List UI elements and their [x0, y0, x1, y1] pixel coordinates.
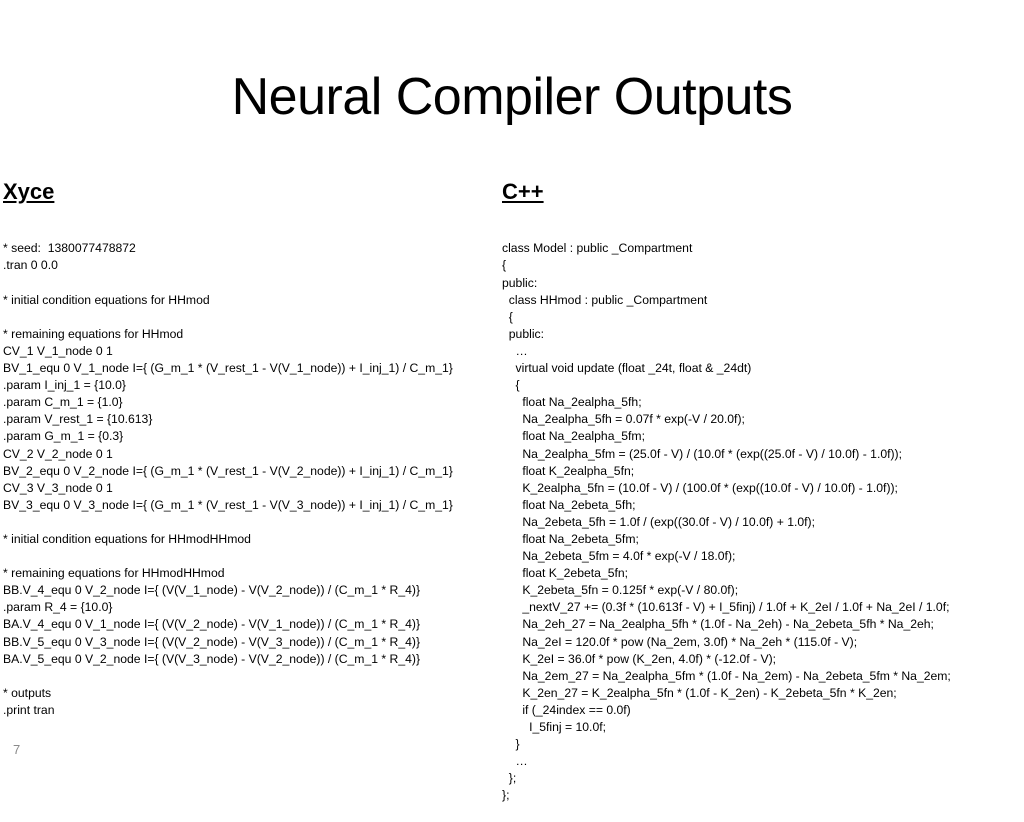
xyce-code-line: .param C_m_1 = {1.0} — [3, 395, 123, 410]
xyce-code-line: BA.V_4_equ 0 V_1_node I={ (V(V_2_node) - V(V_1_node)) / (C_m_1 * R_4)} — [3, 617, 421, 632]
xyce-code-line: .print tran — [3, 702, 55, 717]
xyce-code-line: CV_1 V_1_node 0 1 — [3, 343, 113, 358]
xyce-code-line: BV_1_equ 0 V_1_node I={ (G_m_1 * (V_rest_1 - V(V_1_node)) + I_inj_1) / C_m_1} — [3, 361, 453, 376]
xyce-heading: Xyce — [3, 179, 55, 205]
slide-title: Neural Compiler Outputs — [231, 68, 793, 126]
xyce-code-line: CV_2 V_2_node 0 1 — [3, 446, 113, 461]
cpp-column — [502, 144, 1017, 822]
slide-number: 7 — [13, 742, 21, 757]
cpp-heading: C++ — [502, 179, 544, 205]
xyce-code-line: * initial condition equations for HHmodHHmod — [3, 531, 251, 546]
cpp-code-line: … — [502, 343, 528, 358]
xyce-code-line: * seed: 1380077478872 — [3, 241, 136, 256]
cpp-code-line: float Na_2ealpha_5fm; — [502, 429, 645, 444]
xyce-column — [3, 144, 498, 736]
cpp-code-line: float Na_2ebeta_5fh; — [502, 497, 636, 512]
cpp-code-line: I_5finj = 10.0f; — [502, 720, 606, 734]
cpp-code-line: float Na_2ealpha_5fh; — [502, 395, 642, 410]
xyce-code-line: BB.V_4_equ 0 V_2_node I={ (V(V_1_node) - V(V_2_node)) / (C_m_1 * R_4)} — [3, 583, 421, 598]
cpp-code-line: K_2ebeta_5fn = 0.125f * exp(-V / 80.0f); — [502, 583, 739, 598]
cpp-code-line: if (_24index == 0.0f) — [502, 702, 631, 717]
xyce-code-line: CV_3 V_3_node 0 1 — [3, 480, 113, 495]
cpp-code-line: _nextV_27 += (0.3f * (10.613f - V) + I_5finj) / 1.0f + K_2eI / 1.0f + Na_2eI / 1.0f; — [502, 600, 950, 615]
cpp-code-line: Na_2eI = 120.0f * pow (Na_2em, 3.0f) * Na_2eh * (115.0f - V); — [502, 634, 858, 649]
cpp-code-line: Na_2em_27 = Na_2ealpha_5fm * (1.0f - Na_2em) - Na_2ebeta_5fm * Na_2em; — [502, 668, 951, 683]
cpp-code-line: class Model : public _Compartment — [502, 241, 693, 256]
cpp-code-line: Na_2ebeta_5fm = 4.0f * exp(-V / 18.0f); — [502, 549, 736, 564]
cpp-code-line: … — [502, 754, 528, 769]
cpp-code-line: { — [502, 378, 520, 393]
cpp-code-line: public: — [502, 275, 538, 290]
xyce-code-line — [3, 309, 498, 326]
xyce-code-line — [3, 514, 498, 531]
xyce-code-line: BV_2_equ 0 V_2_node I={ (G_m_1 * (V_rest_1 - V(V_2_node)) + I_inj_1) / C_m_1} — [3, 463, 453, 478]
cpp-code-line: float Na_2ebeta_5fm; — [502, 531, 639, 546]
xyce-code-line: BV_3_equ 0 V_3_node I={ (G_m_1 * (V_rest_1 - V(V_3_node)) + I_inj_1) / C_m_1} — [3, 497, 453, 512]
cpp-code-line: }; — [502, 771, 517, 786]
xyce-code-line: .param G_m_1 = {0.3} — [3, 429, 124, 444]
cpp-code-line: Na_2ealpha_5fh = 0.07f * exp(-V / 20.0f); — [502, 412, 745, 427]
cpp-code-line: Na_2ebeta_5fh = 1.0f / (exp((30.0f - V) / 10.0f) + 1.0f); — [502, 514, 815, 529]
cpp-code-line: K_2eI = 36.0f * pow (K_2en, 4.0f) * (-12.0f - V); — [502, 651, 777, 666]
cpp-code-line: float K_2ebeta_5fn; — [502, 566, 629, 581]
xyce-code-block — [3, 240, 498, 719]
xyce-code-line: * remaining equations for HHmodHHmod — [3, 566, 225, 581]
cpp-code-line: { — [502, 309, 513, 324]
xyce-code-line — [3, 668, 498, 685]
xyce-code-line — [3, 275, 498, 292]
cpp-code-line: K_2en_27 = K_2ealpha_5fn * (1.0f - K_2en) - K_2ebeta_5fn * K_2en; — [502, 685, 897, 700]
cpp-code-line: virtual void update (float _24t, float & _24dt) — [502, 361, 752, 376]
cpp-code-line: K_2ealpha_5fn = (10.0f - V) / (100.0f * (exp((10.0f - V) / 10.0f) - 1.0f)); — [502, 480, 898, 495]
cpp-code-line: class HHmod : public _Compartment — [502, 292, 708, 307]
cpp-code-line: Na_2eh_27 = Na_2ealpha_5fh * (1.0f - Na_2eh) - Na_2ebeta_5fh * Na_2eh; — [502, 617, 934, 632]
cpp-code-line: public: — [502, 326, 545, 341]
xyce-code-line: * initial condition equations for HHmod — [3, 292, 210, 307]
xyce-code-line — [3, 548, 498, 565]
xyce-code-line: .param I_inj_1 = {10.0} — [3, 378, 126, 393]
cpp-code-line: Na_2ealpha_5fm = (25.0f - V) / (10.0f * (exp((25.0f - V) / 10.0f) - 1.0f)); — [502, 446, 902, 461]
cpp-code-line: }; — [502, 788, 510, 803]
cpp-code-line: { — [502, 258, 507, 273]
xyce-code-line: * remaining equations for HHmod — [3, 326, 184, 341]
xyce-code-line: BA.V_5_equ 0 V_2_node I={ (V(V_3_node) - V(V_2_node)) / (C_m_1 * R_4)} — [3, 651, 421, 666]
xyce-code-line: .param R_4 = {10.0} — [3, 600, 113, 615]
cpp-code-line: } — [502, 737, 520, 752]
xyce-code-line: .param V_rest_1 = {10.613} — [3, 412, 153, 427]
xyce-code-line: .tran 0 0.0 — [3, 258, 58, 273]
xyce-code-line: BB.V_5_equ 0 V_3_node I={ (V(V_2_node) - V(V_3_node)) / (C_m_1 * R_4)} — [3, 634, 421, 649]
cpp-code-line: float K_2ealpha_5fn; — [502, 463, 635, 478]
xyce-code-line: * outputs — [3, 685, 52, 700]
cpp-code-block — [502, 240, 1017, 804]
